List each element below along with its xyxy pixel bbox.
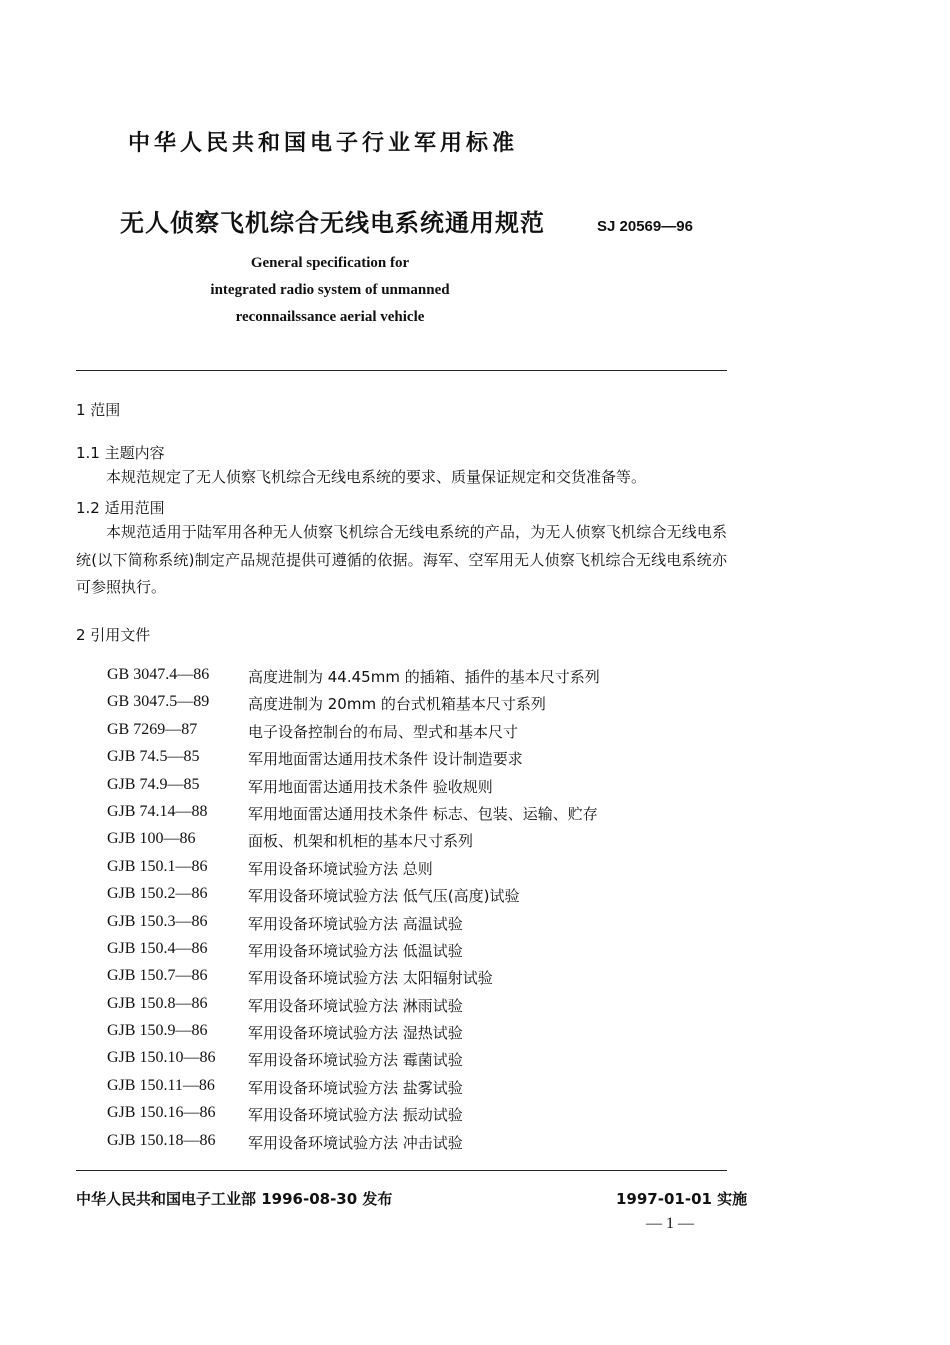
section-1-1-text: 本规范规定了无人侦察飞机综合无线电系统的要求、质量保证规定和交货准备等。	[106, 468, 647, 486]
ref-title: 军用设备环境试验方法 总则	[248, 859, 433, 878]
issue-info: 中华人民共和国电子工业部 1996-08-30 发布	[76, 1190, 393, 1208]
ref-title: 军用设备环境试验方法 低温试验	[248, 941, 463, 960]
section-1-2-heading: 1.2 适用范围	[76, 499, 165, 517]
ref-code: GJB 150.18—86	[107, 1131, 216, 1149]
ref-title: 军用地面雷达通用技术条件 标志、包装、运输、贮存	[248, 804, 598, 823]
bottom-divider	[76, 1170, 727, 1171]
ref-code: GB 3047.5—89	[107, 693, 210, 711]
ref-title: 电子设备控制台的布局、型式和基本尺寸	[248, 722, 519, 741]
ref-code: GJB 74.9—85	[107, 775, 200, 793]
ref-code: GJB 150.16—86	[107, 1104, 216, 1122]
effective-date: 1997-01-01 实施	[616, 1190, 748, 1208]
section-1-heading: 1 范围	[76, 401, 121, 419]
ref-code: GJB 150.8—86	[107, 994, 208, 1012]
ref-code: GJB 150.3—86	[107, 912, 208, 930]
ref-title: 军用设备环境试验方法 低气压(高度)试验	[248, 887, 520, 906]
ref-code: GJB 74.14—88	[107, 802, 208, 820]
ref-title: 军用设备环境试验方法 盐雾试验	[248, 1078, 463, 1097]
ref-code: GJB 150.11—86	[107, 1076, 215, 1094]
ref-title: 军用地面雷达通用技术条件 验收规则	[248, 777, 493, 796]
ref-title: 军用设备环境试验方法 太阳辐射试验	[248, 969, 493, 988]
ref-title: 高度进制为 44.45mm 的插箱、插件的基本尺寸系列	[248, 668, 600, 686]
ref-code: GJB 74.5—85	[107, 748, 200, 766]
ref-code: GJB 150.7—86	[107, 967, 208, 985]
english-title-line-3: reconnailssance aerial vehicle	[235, 309, 425, 325]
ref-code: GJB 150.9—86	[107, 1022, 208, 1040]
section-1-2-text: 本规范适用于陆军用各种无人侦察飞机综合无线电系统的产品，为无人侦察飞机综合无线电系统(以下简称系统)制定产品规范提供可遵循的依据。海军、空军用无人侦察飞机综合无线电系统亦可参照执行。	[76, 523, 727, 596]
ref-title: 军用设备环境试验方法 冲击试验	[248, 1133, 463, 1152]
document-header: 中华人民共和国电子行业军用标准	[128, 131, 519, 156]
ref-title: 面板、机架和机柜的基本尺寸系列	[248, 832, 474, 851]
top-divider	[76, 370, 727, 371]
page-number: — 1 —	[646, 1215, 694, 1232]
ref-code: GJB 150.1—86	[107, 857, 208, 875]
english-title-line-2: integrated radio system of unmanned	[210, 282, 450, 298]
ref-title: 军用设备环境试验方法 振动试验	[248, 1106, 463, 1125]
ref-code: GJB 150.10—86	[107, 1049, 216, 1067]
ref-code: GJB 100—86	[107, 830, 196, 848]
standard-code: SJ 20569—96	[597, 218, 693, 235]
ref-title: 军用设备环境试验方法 淋雨试验	[248, 996, 463, 1015]
section-2-heading: 2 引用文件	[76, 626, 151, 644]
document-title: 无人侦察飞机综合无线电系统通用规范	[120, 209, 545, 237]
ref-title: 军用设备环境试验方法 霉菌试验	[248, 1051, 463, 1070]
ref-title: 高度进制为 20mm 的台式机箱基本尺寸系列	[248, 695, 546, 714]
section-1-1-heading: 1.1 主题内容	[76, 444, 165, 462]
ref-code: GJB 150.4—86	[107, 939, 208, 957]
ref-title: 军用设备环境试验方法 湿热试验	[248, 1024, 463, 1043]
ref-title: 军用设备环境试验方法 高温试验	[248, 914, 463, 933]
ref-title: 军用地面雷达通用技术条件 设计制造要求	[248, 750, 523, 769]
english-title-line-1: General specification for	[250, 255, 410, 271]
ref-code: GJB 150.2—86	[107, 885, 208, 903]
ref-code: GB 7269—87	[107, 720, 198, 738]
ref-code: GB 3047.4—86	[107, 666, 210, 683]
